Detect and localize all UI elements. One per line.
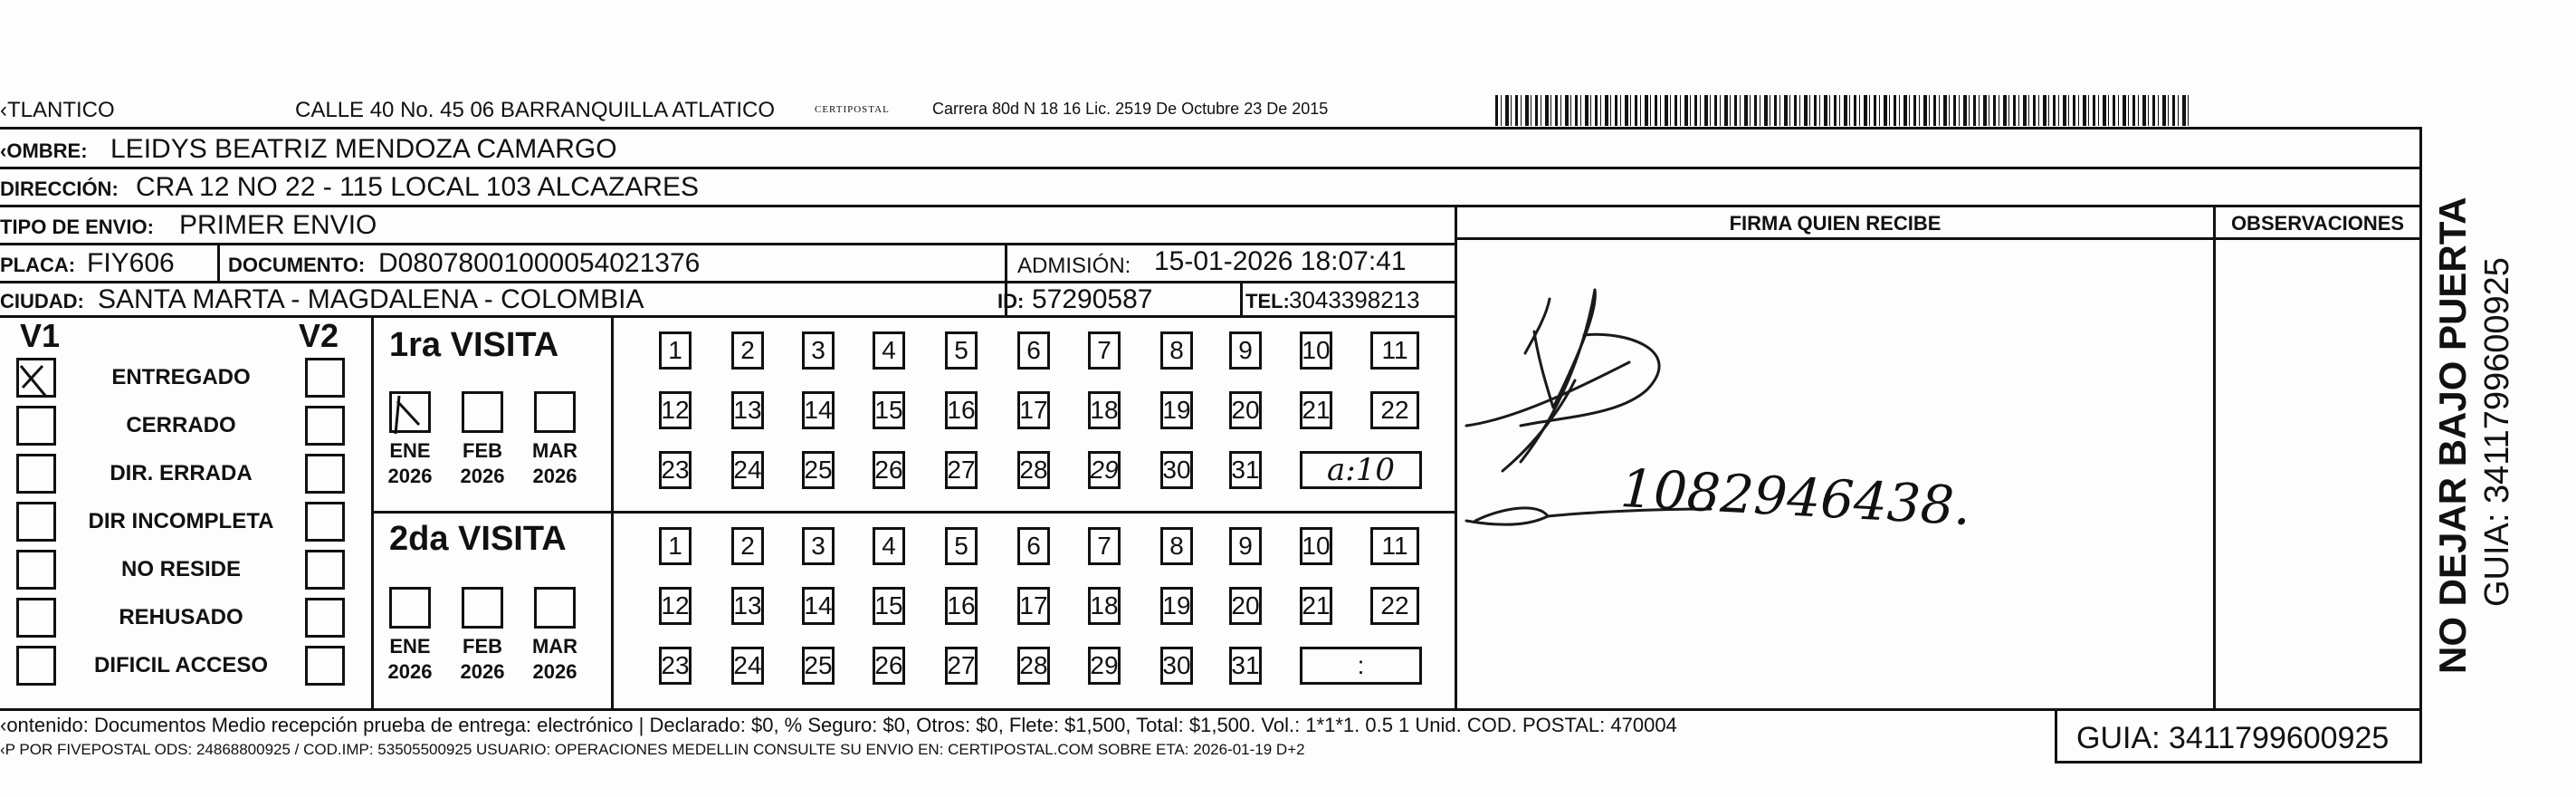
- day-box[interactable]: 3: [802, 527, 835, 565]
- month-year: 2026: [387, 465, 433, 487]
- v2-checkbox[interactable]: [305, 502, 345, 542]
- documento-label: DOCUMENTO:: [228, 254, 366, 276]
- day-box[interactable]: 9: [1229, 331, 1262, 370]
- day-box[interactable]: 30: [1160, 647, 1193, 685]
- day-box[interactable]: 3: [802, 331, 835, 370]
- day-box[interactable]: 21: [1300, 391, 1332, 429]
- day-box[interactable]: 25: [802, 451, 835, 489]
- divider-id-tel: [1240, 281, 1243, 315]
- day-box[interactable]: 20: [1229, 391, 1262, 429]
- day-box[interactable]: 19: [1160, 587, 1193, 625]
- placa-label: PLACA:: [0, 254, 76, 276]
- day-box[interactable]: 8: [1160, 331, 1193, 370]
- visit2-title: 2da VISITA: [389, 520, 567, 558]
- v1-checkbox[interactable]: [16, 646, 56, 686]
- day-box[interactable]: 24: [731, 647, 764, 685]
- day-box[interactable]: 16: [945, 587, 978, 625]
- month-label: FEB: [463, 635, 502, 658]
- divider-visit-left: [371, 315, 374, 708]
- day-box[interactable]: 2: [731, 331, 764, 370]
- v2-checkbox[interactable]: [305, 598, 345, 638]
- month-checkbox[interactable]: [462, 391, 503, 433]
- day-box[interactable]: 30: [1160, 451, 1193, 489]
- day-box[interactable]: 4: [873, 527, 905, 565]
- day-box[interactable]: 17: [1017, 587, 1050, 625]
- day-box[interactable]: 31: [1229, 451, 1262, 489]
- status-label: DIFICIL ACCESO: [93, 653, 268, 677]
- day-box[interactable]: 25: [802, 647, 835, 685]
- status-label: DIR INCOMPLETA: [88, 509, 274, 533]
- day-box[interactable]: 14: [802, 587, 835, 625]
- handwritten-id: 1082946438.: [1618, 456, 1972, 538]
- documento-value: D08078001000054021376: [378, 248, 701, 278]
- tel-label: TEL:: [1245, 290, 1290, 312]
- day-box[interactable]: 7: [1088, 331, 1121, 370]
- time-box[interactable]: a:10: [1300, 451, 1422, 489]
- barcode: [1495, 95, 2192, 126]
- day-box[interactable]: 21: [1300, 587, 1332, 625]
- day-box[interactable]: 14: [802, 391, 835, 429]
- month-label: MAR: [531, 635, 578, 658]
- v1-checkbox[interactable]: [16, 454, 56, 494]
- month-checkbox[interactable]: [389, 587, 431, 629]
- tipo-envio-value: PRIMER ENVIO: [179, 210, 377, 240]
- day-box[interactable]: 28: [1017, 647, 1050, 685]
- day-box[interactable]: 22: [1370, 587, 1419, 625]
- divider-nombre: [0, 167, 2422, 169]
- v2-label: V2: [299, 317, 339, 354]
- observaciones-header: OBSERVACIONES: [2230, 212, 2405, 235]
- direccion-value: CRA 12 NO 22 - 115 LOCAL 103 ALCAZARES: [136, 172, 699, 202]
- month-label: ENE: [389, 635, 431, 658]
- day-box[interactable]: 28: [1017, 451, 1050, 489]
- month-year: 2026: [460, 660, 505, 683]
- day-box[interactable]: 29: [1088, 647, 1121, 685]
- divider-direccion: [0, 205, 2422, 207]
- month-checkbox[interactable]: [534, 391, 576, 433]
- day-box[interactable]: 16: [945, 391, 978, 429]
- id-label: ID:: [997, 290, 1025, 312]
- frame-bottom: [2055, 761, 2422, 763]
- tipo-envio-label: TIPO DE ENVIO:: [0, 216, 154, 238]
- day-box[interactable]: 23: [659, 451, 692, 489]
- month-checkbox[interactable]: [389, 391, 431, 433]
- license-text: Carrera 80d N 18 16 Lic. 2519 De Octubre 23 De 2015: [932, 100, 1329, 118]
- status-label: CERRADO: [126, 413, 236, 437]
- month-label: ENE: [389, 439, 431, 462]
- day-box[interactable]: 12: [659, 391, 692, 429]
- company-logo: CERTIPOSTAL: [815, 104, 890, 115]
- day-box[interactable]: 7: [1088, 527, 1121, 565]
- divider-placa-doc: [217, 243, 220, 281]
- divider-visit-days: [611, 315, 614, 708]
- day-box[interactable]: 6: [1017, 527, 1050, 565]
- status-label: DIR. ERRADA: [110, 461, 253, 485]
- v1-checkbox[interactable]: [16, 598, 56, 638]
- region-label: ‹TLANTICO: [0, 98, 115, 122]
- day-box[interactable]: 13: [731, 587, 764, 625]
- v2-checkbox[interactable]: [305, 646, 345, 686]
- month-checkbox[interactable]: [462, 587, 503, 629]
- month-checkbox[interactable]: [534, 587, 576, 629]
- day-box[interactable]: 22: [1370, 391, 1419, 429]
- month-label: MAR: [531, 439, 578, 462]
- day-box[interactable]: 31: [1229, 647, 1262, 685]
- month-year: 2026: [460, 465, 505, 487]
- day-box[interactable]: 2: [731, 527, 764, 565]
- divider-footer: [0, 708, 2422, 711]
- nombre-value: LEIDYS BEATRIZ MENDOZA CAMARGO: [110, 134, 617, 164]
- frame-right: [2419, 127, 2422, 761]
- month-label: FEB: [463, 439, 502, 462]
- month-year: 2026: [532, 465, 577, 487]
- day-box[interactable]: 20: [1229, 587, 1262, 625]
- day-box[interactable]: 5: [945, 331, 978, 370]
- day-box[interactable]: 9: [1229, 527, 1262, 565]
- v2-checkbox[interactable]: [305, 454, 345, 494]
- day-box[interactable]: 5: [945, 527, 978, 565]
- month-year: 2026: [387, 660, 433, 683]
- admision-label: ADMISIÓN:: [1017, 254, 1131, 278]
- day-box[interactable]: 27: [945, 647, 978, 685]
- visit1-title: 1ra VISITA: [389, 326, 559, 364]
- month-year: 2026: [532, 660, 577, 683]
- v1-checkbox[interactable]: [16, 550, 56, 590]
- status-label: NO RESIDE: [120, 557, 242, 581]
- day-box[interactable]: 15: [873, 391, 905, 429]
- divider-admision-bottom: [991, 281, 1457, 283]
- day-box[interactable]: 23: [659, 647, 692, 685]
- day-box[interactable]: 4: [873, 331, 905, 370]
- day-box[interactable]: 24: [731, 451, 764, 489]
- tel-value: 3043398213: [1289, 286, 1420, 313]
- ciudad-label: CIUDAD:: [0, 290, 84, 312]
- footer-tracking-line: ‹P POR FIVEPOSTAL ODS: 24868800925 / COD.IMP: 53505500925 USUARIO: OPERACIONES MEDELLIN CONSULTE SU ENVIO EN: CERTIPOSTAL.COM SOBRE ETA: 2026-01-19 D+2: [0, 741, 1305, 758]
- divider-visits: [371, 511, 1457, 514]
- day-box[interactable]: 17: [1017, 391, 1050, 429]
- day-box[interactable]: 29: [1088, 451, 1121, 489]
- day-box[interactable]: 11: [1370, 331, 1419, 370]
- v1-checkbox[interactable]: [16, 406, 56, 446]
- time-box[interactable]: :: [1300, 647, 1422, 685]
- day-box[interactable]: 18: [1088, 587, 1121, 625]
- divider-guia: [2055, 708, 2057, 761]
- day-box[interactable]: 8: [1160, 527, 1193, 565]
- v1-checkbox-checked[interactable]: [16, 358, 56, 398]
- status-label: ENTREGADO: [111, 365, 251, 389]
- sender-address: CALLE 40 No. 45 06 BARRANQUILLA ATLATICO: [295, 98, 776, 122]
- day-box[interactable]: 1: [659, 527, 692, 565]
- nombre-label: ‹OMBRE:: [0, 139, 88, 162]
- day-box[interactable]: 10: [1300, 331, 1332, 370]
- day-box[interactable]: 12: [659, 587, 692, 625]
- day-box[interactable]: 11: [1370, 527, 1419, 565]
- day-box[interactable]: 6: [1017, 331, 1050, 370]
- v2-checkbox[interactable]: [305, 406, 345, 446]
- day-box[interactable]: 1: [659, 331, 692, 370]
- divider-ciudad: [0, 315, 1457, 318]
- footer-content-line: ‹ontenido: Documentos Medio recepción prueba de entrega: electrónico | Declarado: $0, % Seguro: $0, Otros: $0, Flete: $1,500, Total: $1,500. Vol.: 1*1*1. 0.5 1 Unid. COD. POSTAL: 470004: [0, 714, 1677, 736]
- v1-checkbox[interactable]: [16, 502, 56, 542]
- ciudad-value: SANTA MARTA - MAGDALENA - COLOMBIA: [98, 284, 644, 314]
- divider-firma-header: [1457, 237, 2422, 240]
- day-box[interactable]: 10: [1300, 527, 1332, 565]
- sidebar-guia: GUIA: 3411799600925: [2478, 257, 2516, 607]
- sidebar-warning: NO DEJAR BAJO PUERTA: [2431, 197, 2474, 674]
- frame-top: [0, 127, 2422, 130]
- status-label: REHUSADO: [119, 605, 243, 629]
- firma-header: FIRMA QUIEN RECIBE: [1729, 212, 1942, 235]
- v1-label: V1: [20, 317, 61, 354]
- day-box[interactable]: 26: [873, 451, 905, 489]
- day-box[interactable]: 18: [1088, 391, 1121, 429]
- id-value: 57290587: [1032, 284, 1153, 314]
- placa-value: FIY606: [87, 248, 175, 278]
- footer-guia: GUIA: 3411799600925: [2076, 721, 2390, 755]
- v2-checkbox[interactable]: [305, 550, 345, 590]
- direccion-label: DIRECCIÓN:: [0, 178, 119, 200]
- day-box[interactable]: 19: [1160, 391, 1193, 429]
- day-box[interactable]: 13: [731, 391, 764, 429]
- v2-checkbox[interactable]: [305, 358, 345, 398]
- admision-value: 15-01-2026 18:07:41: [1154, 246, 1407, 276]
- day-box[interactable]: 15: [873, 587, 905, 625]
- day-box[interactable]: 26: [873, 647, 905, 685]
- day-box[interactable]: 27: [945, 451, 978, 489]
